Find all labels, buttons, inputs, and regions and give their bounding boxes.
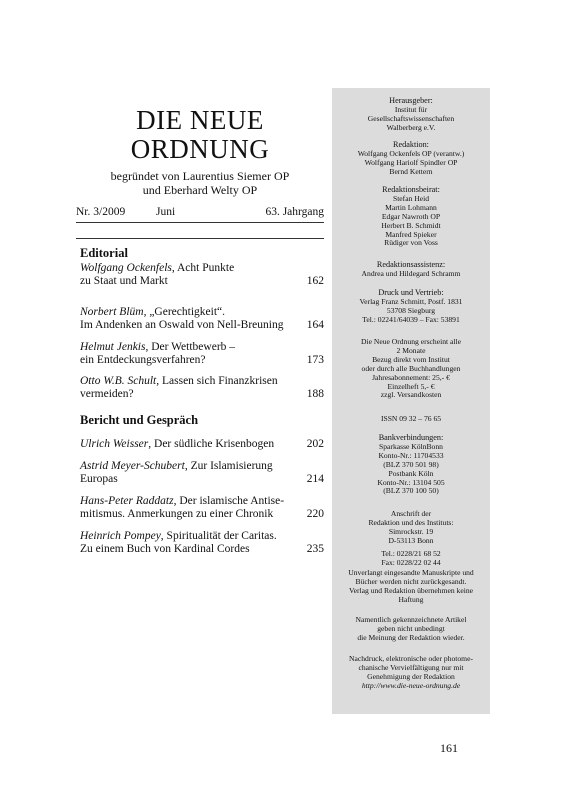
frequency-block xyxy=(332,338,490,400)
bank-line: Konto-Nr.: 13104 505 xyxy=(377,477,445,487)
entry-title: , Zur Islamisierung xyxy=(184,460,273,472)
entry-page: 173 xyxy=(306,354,324,366)
assistant-names: Andrea und Hildegard Schramm xyxy=(361,268,461,278)
bank-block xyxy=(332,434,490,496)
copyright-block xyxy=(332,655,490,691)
section-heading-report: Bericht und Gespräch xyxy=(80,413,199,427)
issue-month: Juni xyxy=(156,206,176,218)
opinion-line: Namentlich gekennzeichnete Artikel xyxy=(355,615,467,624)
bank-line: Sparkasse KölnBonn xyxy=(379,441,443,451)
board-member: Martin Lohmann xyxy=(385,202,437,212)
entry-author: Otto W.B. Schult xyxy=(80,375,157,387)
toc-entry[interactable] xyxy=(80,495,324,521)
entry-title-cont: zu Staat und Markt xyxy=(80,275,168,287)
founders-line2: und Eberhard Welty OP xyxy=(142,183,258,197)
bank-line: (BLZ 370 501 98) xyxy=(383,459,439,469)
disclaimer-line: Bücher werden nicht zurückgesandt. xyxy=(355,576,467,586)
bank-line: (BLZ 370 100 50) xyxy=(383,486,439,496)
contact-block xyxy=(332,550,490,568)
address-line: Redaktion und des Instituts: xyxy=(368,517,454,527)
frequency-line: Einzelheft 5,- € xyxy=(387,381,435,391)
copyright-line: chanische Vervielfältigung nur mit xyxy=(358,662,464,672)
toc-entry[interactable] xyxy=(80,375,324,401)
copyright-line: Nachdruck, elektronische oder photome- xyxy=(349,654,473,663)
print-line: 53708 Siegburg xyxy=(386,305,436,315)
frequency-line: 2 Monate xyxy=(396,345,426,355)
entry-title: , „Gerechtigkeit“. xyxy=(143,306,225,318)
disclaimer-line: Verlag und Redaktion übernehmen keine xyxy=(349,585,473,595)
board-member: Herbert B. Schmidt xyxy=(381,220,441,230)
entry-title: , Lassen sich Finanzkrisen xyxy=(156,375,278,387)
top-rule xyxy=(76,222,324,223)
address-line: Simrockstr. 19 xyxy=(388,526,434,536)
entry-author: Ulrich Weisser xyxy=(80,438,149,450)
opinion-block xyxy=(332,616,490,643)
entry-author: Hans-Peter Raddatz xyxy=(80,495,174,507)
page-number: 161 xyxy=(440,741,458,755)
entry-title-cont: ein Entdeckungsverfahren? xyxy=(80,354,206,366)
publisher-line: Walberberg e.V. xyxy=(386,122,436,132)
issn: ISSN 09 32 – 76 65 xyxy=(380,414,442,423)
toc-entry[interactable] xyxy=(80,306,324,332)
entry-author: Wolfgang Ockenfels xyxy=(80,262,172,274)
toc-entry[interactable] xyxy=(80,438,324,451)
entry-title: , Spiritualität der Caritas. xyxy=(160,530,277,542)
board-member: Edgar Nawroth OP xyxy=(381,211,441,221)
disclaimer-line: Haftung xyxy=(398,594,424,604)
toc-entry[interactable] xyxy=(80,460,324,486)
entry-title: , Acht Punkte xyxy=(171,262,235,274)
frequency-line: Die Neue Ordnung erscheint alle xyxy=(361,337,461,346)
entry-page: 188 xyxy=(306,388,324,400)
toc-entry[interactable] xyxy=(80,530,324,556)
entry-title: , Der Wettbewerb – xyxy=(145,341,236,353)
frequency-line: oder durch alle Buchhandlungen xyxy=(361,363,461,373)
entry-author: Helmut Jenkis xyxy=(80,341,146,353)
board-member: Stefan Heid xyxy=(392,193,430,203)
entry-page: 214 xyxy=(306,473,324,485)
fax: Fax: 0228/22 02 44 xyxy=(381,557,441,567)
entry-page: 220 xyxy=(306,508,324,520)
bank-line: Konto-Nr.: 11704533 xyxy=(378,450,444,460)
toc-entry[interactable] xyxy=(80,262,324,288)
entry-title: , Der südliche Krisenbogen xyxy=(148,438,275,450)
disclaimer-block xyxy=(332,569,490,605)
entry-page: 235 xyxy=(306,543,324,555)
section-heading-editorial: Editorial xyxy=(80,246,128,260)
publisher-block xyxy=(332,97,490,133)
disclaimer-line: Unverlangt eingesandte Manuskripte und xyxy=(348,568,474,577)
board-member: Rüdiger von Voss xyxy=(384,238,438,248)
entry-title-cont: Zu einem Buch von Kardinal Cordes xyxy=(80,543,250,555)
bank-label: Bankverbindungen: xyxy=(378,433,444,442)
entry-page: 162 xyxy=(306,275,324,287)
copyright-line: Genehmigung der Redaktion xyxy=(367,671,455,681)
masthead xyxy=(76,106,324,197)
print-block xyxy=(332,289,490,325)
entry-page: 164 xyxy=(306,319,324,331)
assistants-label: Redaktionsassistenz: xyxy=(376,260,446,269)
assistants-block xyxy=(332,261,490,279)
bank-line: Postbank Köln xyxy=(388,468,434,478)
founders-line1: begründet von Laurentius Siemer OP xyxy=(110,169,290,183)
frequency-line: Bezug direkt vom Institut xyxy=(372,354,450,364)
entry-title-cont: mitismus. Anmerkungen zu einer Chronik xyxy=(80,508,274,520)
second-rule xyxy=(76,238,324,239)
journal-title-line2: ORDNUNG xyxy=(130,134,270,164)
print-label: Druck und Vertrieb: xyxy=(378,288,444,297)
entry-title: , Der islamische Antise- xyxy=(173,495,285,507)
entry-author: Heinrich Pompey xyxy=(80,530,161,542)
publisher-label: Herausgeber: xyxy=(389,96,433,105)
print-line: Verlag Franz Schmitt, Postf. 1831 xyxy=(359,296,463,306)
issue-year: 63. Jahrgang xyxy=(265,206,324,218)
opinion-line: geben nicht unbedingt xyxy=(377,623,445,633)
journal-title-line1: DIE NEUE xyxy=(136,105,264,135)
entry-title-cont: Im Andenken an Oswald von Nell-Breuning xyxy=(80,319,284,331)
address-line: Anschrift der xyxy=(390,509,432,518)
publisher-line: Institut für xyxy=(394,104,428,114)
website-link[interactable]: http://www.die-neue-ordnung.de xyxy=(361,680,461,690)
entry-author: Norbert Blüm xyxy=(80,306,144,318)
publisher-line: Gesellschaftswissenschaften xyxy=(367,113,455,123)
entry-title-cont: vermeiden? xyxy=(80,388,134,400)
editor-name: Wolfgang Ockenfels OP (verantw.) xyxy=(357,148,465,158)
editor-name: Wolfgang Hariolf Spindler OP xyxy=(364,157,458,167)
board-block xyxy=(332,186,490,248)
toc-entry[interactable] xyxy=(80,341,324,367)
board-label: Redaktionsbeirat: xyxy=(382,185,440,194)
board-member: Manfred Spieker xyxy=(385,229,437,239)
frequency-line: zzgl. Versandkosten xyxy=(380,390,442,400)
print-line: Tel.: 02241/64039 – Fax: 53891 xyxy=(362,314,460,324)
entry-author: Astrid Meyer-Schubert xyxy=(80,460,185,472)
frequency-line: Jahresabonnement: 25,- € xyxy=(372,372,450,382)
issue-number: Nr. 3/2009 xyxy=(76,206,126,218)
issue-info xyxy=(76,206,324,218)
entry-page: 202 xyxy=(306,438,324,450)
address-block xyxy=(332,510,490,546)
editors-label: Redaktion: xyxy=(393,140,429,149)
opinion-line: die Meinung der Redaktion wieder. xyxy=(357,632,465,642)
editor-name: Bernd Kettern xyxy=(389,166,433,176)
editors-block xyxy=(332,141,490,177)
address-line: D-53113 Bonn xyxy=(388,535,434,545)
entry-title-cont: Europas xyxy=(80,473,118,485)
phone: Tel.: 0228/21 68 52 xyxy=(381,549,441,558)
